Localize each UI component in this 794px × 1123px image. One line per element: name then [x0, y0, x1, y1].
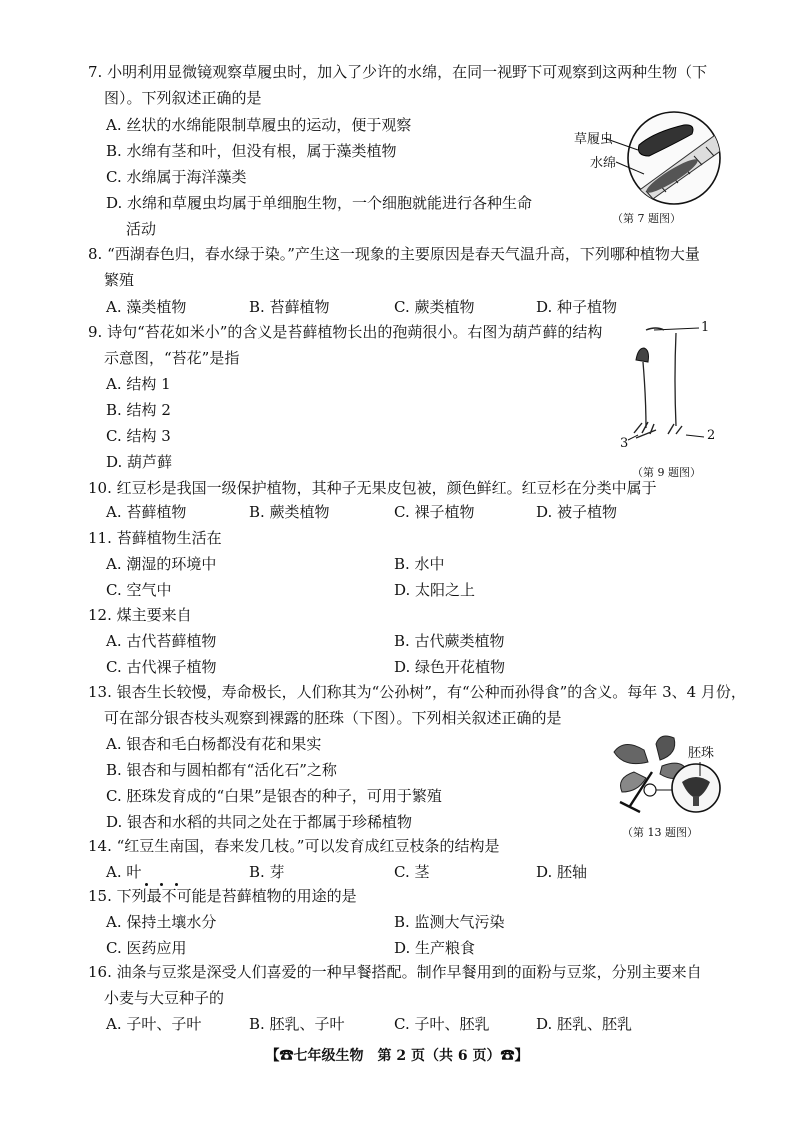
q13-ginkgo-figure [604, 732, 734, 822]
q10-option-d: D. 被子植物 [536, 503, 618, 521]
q9-option-c: C. 结构 3 [106, 427, 171, 445]
q8-option-b: B. 苔藓植物 [249, 298, 330, 316]
q9-label-2: 2 [707, 428, 716, 443]
q9-figure-caption: （第 9 题图） [632, 466, 701, 479]
q13-option-b: B. 银杏和与圆柏都有“活化石”之称 [106, 761, 337, 779]
q13-stem-line2: 可在部分银杏枝头观察到裸露的胚珠（下图）。下列相关叙述正确的是 [104, 709, 562, 727]
q10-option-a: A. 苔藓植物 [106, 503, 187, 521]
q13-label-ovule: 胚珠 [688, 746, 715, 761]
q12-option-c: C. 古代裸子植物 [106, 658, 217, 676]
q16-option-d: D. 胚乳、胚乳 [536, 1015, 633, 1033]
q7-label-paramecium: 草履虫 [574, 132, 614, 147]
q15-emphasis-dot [160, 883, 163, 886]
q7-stem-line2: 图）。下列叙述正确的是 [104, 89, 262, 107]
q15-option-b: B. 监测大气污染 [394, 913, 505, 931]
q13-option-d: D. 银杏和水稻的共同之处在于都属于珍稀植物 [106, 813, 413, 831]
q11-option-d: D. 太阳之上 [394, 581, 476, 599]
q12-option-a: A. 古代苔藓植物 [106, 632, 217, 650]
q10-option-b: B. 蕨类植物 [249, 503, 330, 521]
q7-stem-line1: 7. 小明利用显微镜观察草履虫时，加入了少许的水绵，在同一视野下可观察到这两种生物（下 [88, 63, 708, 81]
q8-stem-line1: 8. “西湖春色归，春水绿于染。”产生这一现象的主要原因是春天气温升高，下列哪种植物大量 [88, 245, 700, 263]
q9-stem-line2: 示意图，“苔花”是指 [104, 349, 240, 367]
q13-stem-line1: 13. 银杏生长较慢，寿命极长，人们称其为“公孙树”，有“公种而孙得食”的含义。每年 3、4 月份， [88, 683, 746, 701]
q7-option-d: D. 水绵和草履虫均属于单细胞生物，一个细胞就能进行各种生命 [106, 194, 533, 212]
q14-option-d: D. 胚轴 [536, 863, 588, 881]
q12-stem: 12. 煤主要来自 [88, 606, 192, 624]
q14-option-a: A. 叶 [106, 863, 142, 881]
q16-option-a: A. 子叶、子叶 [106, 1015, 202, 1033]
q8-option-a: A. 藻类植物 [106, 298, 187, 316]
q7-option-d-cont: 活动 [126, 220, 157, 238]
q7-option-c: C. 水绵属于海洋藻类 [106, 168, 247, 186]
q16-stem-line1: 16. 油条与豆浆是深受人们喜爱的一种早餐搭配。制作早餐用到的面粉与豆浆，分别主要来自 [88, 963, 702, 981]
q8-option-d: D. 种子植物 [536, 298, 618, 316]
q7-option-b: B. 水绵有茎和叶，但没有根，属于藻类植物 [106, 142, 397, 160]
q8-option-c: C. 蕨类植物 [394, 298, 475, 316]
q14-option-b: B. 芽 [249, 863, 285, 881]
q10-stem: 10. 红豆杉是我国一级保护植物，其种子无果皮包被，颜色鲜红。红豆杉在分类中属于 [88, 479, 657, 497]
q12-option-b: B. 古代蕨类植物 [394, 632, 505, 650]
q9-option-d: D. 葫芦藓 [106, 453, 173, 471]
q13-option-a: A. 银杏和毛白杨都没有花和果实 [106, 735, 322, 753]
q9-moss-figure [616, 318, 716, 453]
q7-option-a: A. 丝状的水绵能限制草履虫的运动，便于观察 [106, 116, 412, 134]
q11-option-a: A. 潮湿的环境中 [106, 555, 217, 573]
q15-emphasis-dot [145, 883, 148, 886]
q15-option-d: D. 生产粮食 [394, 939, 476, 957]
q10-option-c: C. 裸子植物 [394, 503, 475, 521]
q16-option-c: C. 子叶、胚乳 [394, 1015, 490, 1033]
q7-figure-caption: （第 7 题图） [612, 212, 681, 225]
q11-option-b: B. 水中 [394, 555, 445, 573]
q15-stem: 15. 下列最不可能是苔藓植物的用途的是 [88, 887, 357, 905]
q12-option-d: D. 绿色开花植物 [394, 658, 506, 676]
q15-emphasis-dot [175, 883, 178, 886]
q11-option-c: C. 空气中 [106, 581, 172, 599]
q9-option-a: A. 结构 1 [106, 375, 171, 393]
q9-label-3: 3 [620, 436, 629, 451]
q15-option-c: C. 医药应用 [106, 939, 187, 957]
q11-stem: 11. 苔藓植物生活在 [88, 529, 222, 547]
q16-stem-line2: 小麦与大豆种子的 [104, 989, 225, 1007]
q14-stem: 14. “红豆生南国，春来发几枝。”可以发育成红豆枝条的结构是 [88, 837, 500, 855]
page-footer: 【☎七年级生物 第 2 页（共 6 页）☎】 [265, 1048, 529, 1064]
q9-stem-line1: 9. 诗句“苔花如米小”的含义是苔藓植物长出的孢蒴很小。右图为葫芦藓的结构 [88, 323, 603, 341]
q9-label-1: 1 [701, 320, 710, 335]
q13-figure-caption: （第 13 题图） [622, 826, 698, 839]
q14-option-c: C. 茎 [394, 863, 430, 881]
q9-option-b: B. 结构 2 [106, 401, 171, 419]
q8-stem-line2: 繁殖 [104, 271, 135, 289]
q7-microscope-figure [614, 110, 724, 210]
q16-option-b: B. 胚乳、子叶 [249, 1015, 345, 1033]
q7-label-spirogyra: 水绵 [590, 156, 617, 171]
q13-option-c: C. 胚珠发育成的“白果”是银杏的种子，可用于繁殖 [106, 787, 442, 805]
q15-option-a: A. 保持土壤水分 [106, 913, 217, 931]
